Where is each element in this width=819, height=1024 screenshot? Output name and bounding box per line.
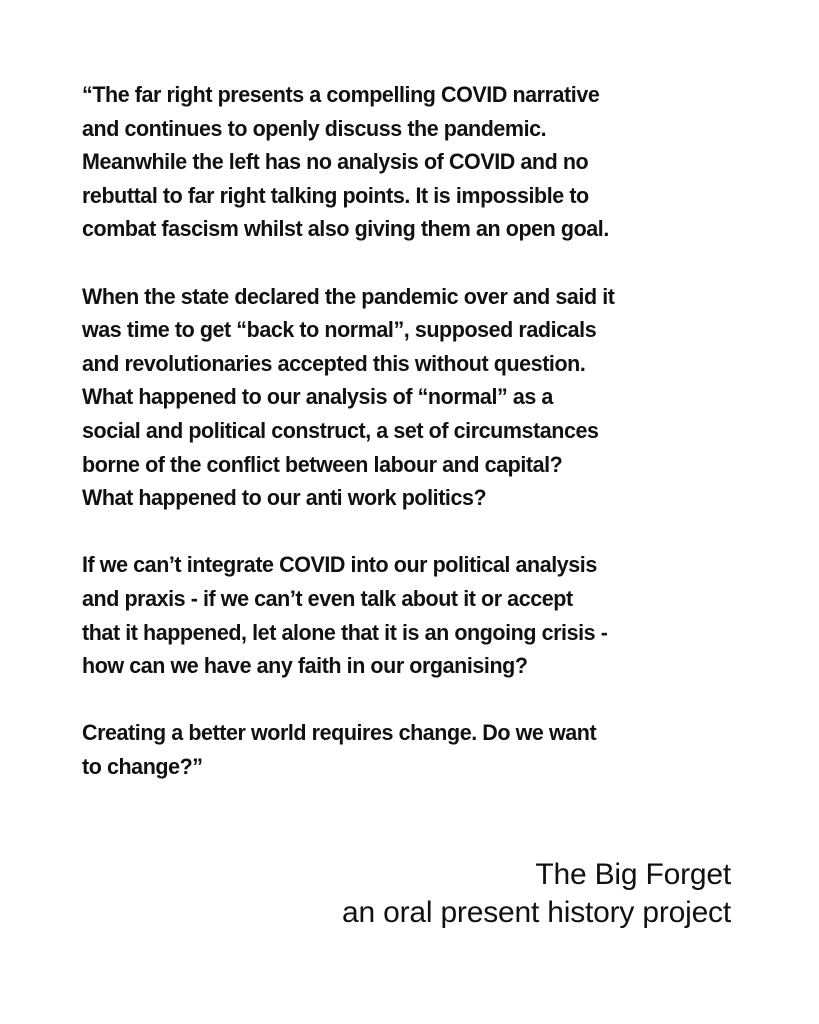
quote-line: What happened to our anti work politics? xyxy=(82,485,487,511)
quote-block xyxy=(82,78,751,817)
quote-line: social and political construct, a set of circumstances xyxy=(82,417,599,443)
quote-line: and continues to openly discuss the pandemic. xyxy=(82,115,547,141)
quote-line: how can we have any faith in our organising? xyxy=(82,653,528,679)
quote-paragraph-3 xyxy=(82,548,751,682)
quote-line: and praxis - if we can’t even talk about it or accept xyxy=(82,585,573,611)
quote-line: and revolutionaries accepted this without question. xyxy=(82,350,586,376)
quote-line: Meanwhile the left has no analysis of COVID and no xyxy=(82,149,589,175)
quote-line: rebuttal to far right talking points. It is impossible to xyxy=(82,182,589,208)
quote-line: If we can’t integrate COVID into our political analysis xyxy=(82,552,597,578)
attribution xyxy=(342,856,731,932)
attribution-title: The Big Forget xyxy=(535,858,731,891)
attribution-subtitle: an oral present history project xyxy=(341,896,731,929)
quote-line: that it happened, let alone that it is an ongoing crisis - xyxy=(82,619,608,645)
quote-line: combat fascism whilst also giving them an open goal. xyxy=(82,216,609,242)
quote-line: “The far right presents a compelling COVID narrative xyxy=(82,82,600,107)
quote-paragraph-2 xyxy=(82,280,751,515)
quote-line: was time to get “back to normal”, supposed radicals xyxy=(82,317,597,343)
quote-line: to change?” xyxy=(82,753,203,779)
quote-paragraph-1 xyxy=(82,78,751,246)
quote-line: When the state declared the pandemic over and said it xyxy=(82,283,615,309)
quote-line: Creating a better world requires change. Do we want xyxy=(82,720,597,746)
quote-paragraph-4 xyxy=(82,716,751,783)
quote-line: borne of the conflict between labour and capital? xyxy=(82,451,563,477)
quote-line: What happened to our analysis of “normal” as a xyxy=(82,384,553,410)
